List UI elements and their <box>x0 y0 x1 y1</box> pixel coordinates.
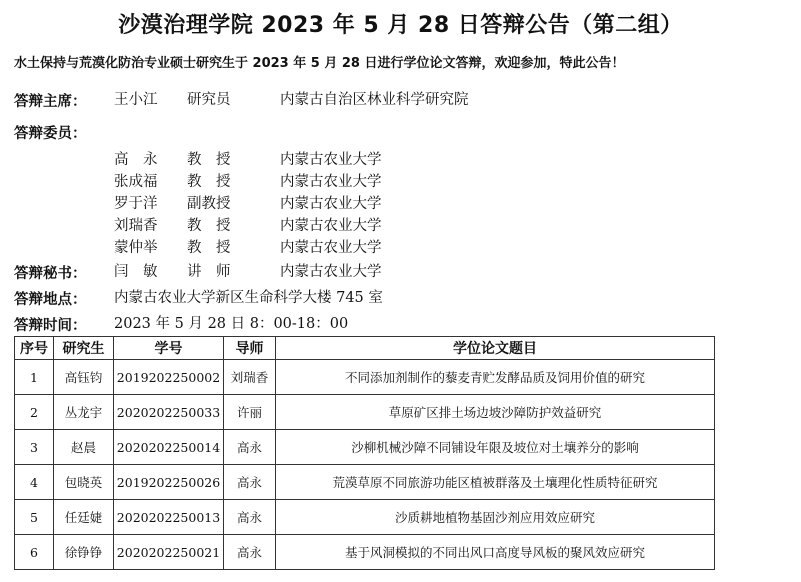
member-org: 内蒙古农业大学 <box>280 240 382 256</box>
cell-student: 徐铮铮 <box>54 535 114 570</box>
cell-advisor: 高永 <box>224 465 276 500</box>
cell-student-id: 2019202250026 <box>114 465 224 500</box>
cell-student: 赵晨 <box>54 430 114 465</box>
table-header-row <box>15 337 715 360</box>
cell-advisor: 高永 <box>224 500 276 535</box>
cell-student-id: 2020202250014 <box>114 430 224 465</box>
cell-advisor: 高永 <box>224 535 276 570</box>
table-row <box>15 465 715 500</box>
header-thesis-title: 学位论文题目 <box>276 337 715 360</box>
location-label: 答辩地点： <box>14 292 87 308</box>
secretary-name: 闫 敏 <box>114 264 158 280</box>
header-advisor: 导师 <box>224 337 276 360</box>
time-label: 答辩时间： <box>14 318 87 334</box>
member-name: 刘瑞香 <box>114 218 158 234</box>
member-org: 内蒙古农业大学 <box>280 174 382 190</box>
table-row <box>15 395 715 430</box>
notice-text: 水土保持与荒漠化防治专业硕士研究生于 2023 年 5 月 28 日进行学位论文答辩，欢迎参加，特此公告！ <box>14 56 625 71</box>
member-org: 内蒙古农业大学 <box>280 152 382 168</box>
cell-thesis-title: 不同添加剂制作的藜麦青贮发酵品质及饲用价值的研究 <box>276 360 715 395</box>
secretary-org: 内蒙古农业大学 <box>280 264 382 280</box>
defense-table <box>14 336 715 570</box>
chair-org: 内蒙古自治区林业科学研究院 <box>280 92 469 108</box>
table-row <box>15 535 715 570</box>
cell-thesis-title: 草原矿区排土场边坡沙障防护效益研究 <box>276 395 715 430</box>
time-value: 2023 年 5 月 28 日 8：00-18：00 <box>114 316 349 332</box>
cell-index: 1 <box>15 360 54 395</box>
location-value: 内蒙古农业大学新区生命科学大楼 745 室 <box>114 290 383 306</box>
member-rank: 教 授 <box>187 174 231 190</box>
cell-index: 4 <box>15 465 54 500</box>
chair-label: 答辩主席： <box>14 94 87 110</box>
cell-thesis-title: 基于风洞模拟的不同出风口高度导风板的聚风效应研究 <box>276 535 715 570</box>
cell-index: 6 <box>15 535 54 570</box>
cell-thesis-title: 沙柳机械沙障不同铺设年限及坡位对土壤养分的影响 <box>276 430 715 465</box>
member-name: 张成福 <box>114 174 158 190</box>
secretary-label: 答辩秘书： <box>14 266 87 282</box>
table-row <box>15 430 715 465</box>
cell-index: 2 <box>15 395 54 430</box>
cell-thesis-title: 荒漠草原不同旅游功能区植被群落及土壤理化性质特征研究 <box>276 465 715 500</box>
cell-student-id: 2020202250021 <box>114 535 224 570</box>
member-org: 内蒙古农业大学 <box>280 218 382 234</box>
committee-label: 答辩委员： <box>14 126 87 142</box>
cell-student-id: 2020202250013 <box>114 500 224 535</box>
member-rank: 副教授 <box>187 196 231 212</box>
member-name: 罗于洋 <box>114 196 158 212</box>
table-row <box>15 500 715 535</box>
secretary-rank: 讲 师 <box>187 264 231 280</box>
cell-index: 5 <box>15 500 54 535</box>
member-org: 内蒙古农业大学 <box>280 196 382 212</box>
member-name: 蒙仲举 <box>114 240 158 256</box>
cell-student-id: 2020202250033 <box>114 395 224 430</box>
cell-thesis-title: 沙质耕地植物基固沙剂应用效应研究 <box>276 500 715 535</box>
table-row <box>15 360 715 395</box>
cell-index: 3 <box>15 430 54 465</box>
cell-student-id: 2019202250002 <box>114 360 224 395</box>
page-title: 沙漠治理学院 2023 年 5 月 28 日答辩公告（第二组） <box>118 13 683 38</box>
cell-student: 高钰钧 <box>54 360 114 395</box>
header-student: 研究生 <box>54 337 114 360</box>
cell-advisor: 许丽 <box>224 395 276 430</box>
member-rank: 教 授 <box>187 218 231 234</box>
cell-advisor: 刘瑞香 <box>224 360 276 395</box>
member-name: 高 永 <box>114 152 158 168</box>
header-student-id: 学号 <box>114 337 224 360</box>
cell-student: 任廷婕 <box>54 500 114 535</box>
cell-student: 包晓英 <box>54 465 114 500</box>
chair-rank: 研究员 <box>187 92 231 108</box>
member-rank: 教 授 <box>187 240 231 256</box>
header-index: 序号 <box>15 337 54 360</box>
cell-student: 丛龙宇 <box>54 395 114 430</box>
member-rank: 教 授 <box>187 152 231 168</box>
chair-name: 王小江 <box>114 92 158 108</box>
cell-advisor: 高永 <box>224 430 276 465</box>
